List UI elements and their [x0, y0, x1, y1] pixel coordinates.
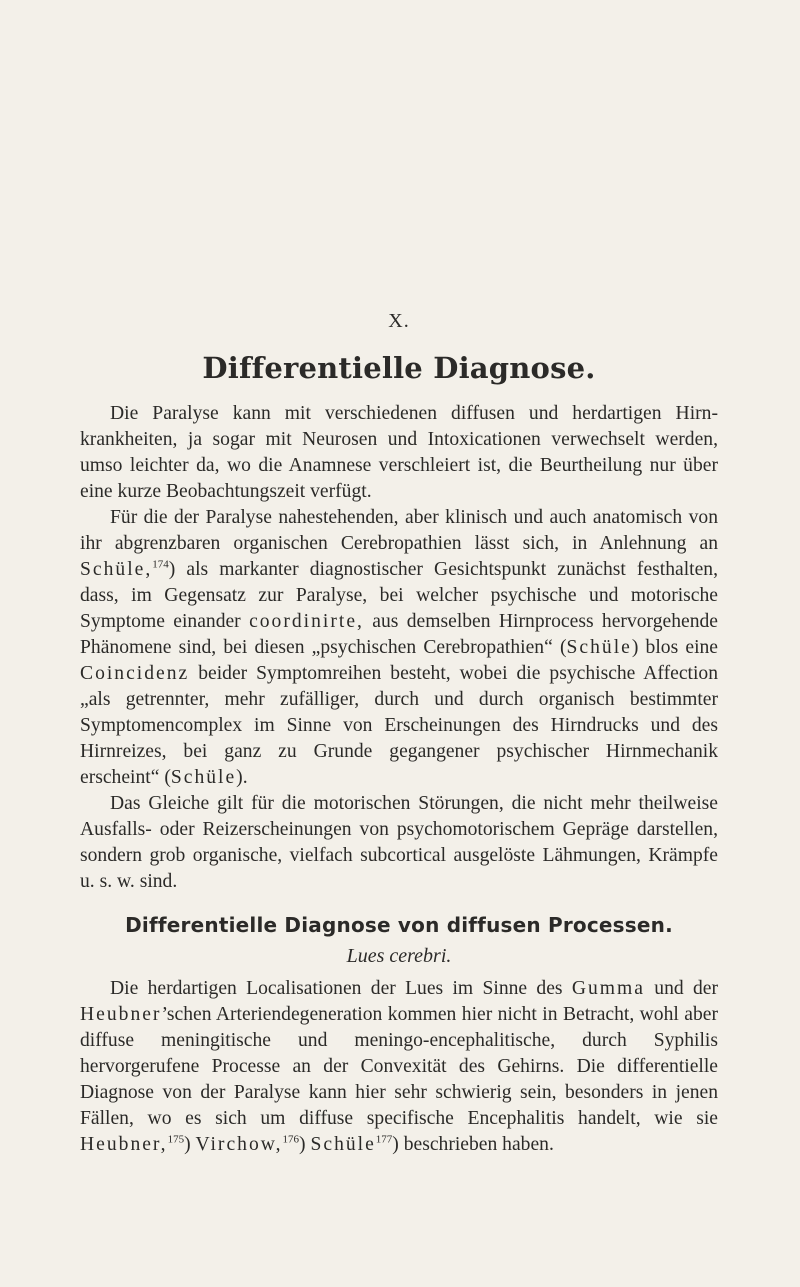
subsection-heading: Lues cerebri. — [346, 945, 452, 967]
spaced-name: Schüle, — [80, 559, 153, 580]
text-run: ) — [299, 1134, 311, 1155]
spaced-name: Virchow, — [195, 1134, 283, 1155]
text-run: ) als markanter diagnostischer Gesichtspunkt zunächst festhalten, dass, im Gegensatz zur Paralyse, bei welcher psychische und motorische Symptome einander — [80, 559, 718, 632]
text-run: Für die der Paralyse nahestehenden, aber klinisch und auch anatomisch von ihr abgrenzbaren organischen Cerebropathien lässt sich, in Anlehnung an — [80, 507, 718, 554]
paragraph — [80, 791, 718, 895]
spaced-name: Schüle — [310, 1134, 376, 1155]
spaced-name: Heubner, — [80, 1134, 168, 1155]
text-run: und der — [644, 978, 718, 999]
footnote-ref: 176 — [282, 1133, 300, 1146]
spaced-name: Coincidenz — [80, 663, 190, 684]
spaced-name: Schüle — [566, 637, 632, 658]
text-run: Die herdartigen Localisationen der Lues im Sinne des — [110, 978, 572, 999]
spaced-name: coordinirte, — [249, 611, 364, 632]
text-run: beider Symptomreihen besteht, wobei die psychische Affection „als getrennter, mehr zufälliger, durch und durch organisch bestimmter Symptomencomplex im Sinne von Erscheinungen des Hirndrucks und des Hirnreizes, bei ganz zu Grunde gegangener psychischer Hirnmechanik erscheint“ ( — [80, 663, 718, 788]
section-heading: Differentielle Diagnose von diffusen Processen. — [125, 913, 673, 937]
page-body — [80, 310, 718, 1158]
text-run: ) beschrieben haben. — [392, 1134, 554, 1155]
spaced-name: Schüle — [170, 767, 237, 788]
spaced-name: Heubner — [80, 1004, 162, 1025]
text-run: ) blos eine — [631, 637, 719, 658]
body-text — [80, 401, 718, 895]
section-body-text — [80, 976, 718, 1158]
text-run: Das Gleiche gilt für die motorischen Störungen, die nicht mehr theilweise Ausfalls- oder Reizerscheinungen von psychomotorischem Gepräge darstellen, sondern grob organische, vielfach subcortical ausgelöste Lähmungen, Krämpfe u. s. w. sind. — [80, 793, 718, 892]
footnote-ref: 177 — [375, 1133, 393, 1146]
footnote-ref: 175 — [167, 1133, 185, 1146]
paragraph — [80, 976, 718, 1158]
text-run: ’schen Arteriendegeneration kommen hier nicht in Betracht, wohl aber diffuse meningitische und meningo-encephalitische, durch Syphilis hervorgerufene Processe an der Convexität des Gehirns. Die differentielle Diagnose von der Paralyse kann hier sehr schwierig sein, besonders in jenen Fällen, wo es sich um diffuse specifische Encephalitis handelt, wie sie — [80, 1004, 718, 1129]
paragraph — [80, 401, 718, 505]
paragraph — [80, 505, 718, 791]
chapter-title: Differentielle Diagnose. — [202, 351, 596, 385]
text-run: ) — [184, 1134, 196, 1155]
text-run: Die Paralyse kann mit verschiedenen diffusen und herdartigen Hirnkrankheiten, ja sogar mit Neurosen und Intoxicationen verwechselt werden, umso leichter da, wo die Anamnese verschleiert ist, die Beurtheilung nur über eine kurze Beobachtungszeit verfügt. — [80, 403, 718, 502]
spaced-name: Gumma — [571, 978, 645, 999]
text-run: ). — [236, 767, 248, 788]
footnote-ref: 174 — [152, 558, 169, 571]
chapter-number: X. — [388, 310, 410, 332]
text-run: aus demselben Hirnprocess hervorgehende Phänomene sind, bei diesen „psychischen Cerebropathien“ ( — [80, 611, 718, 658]
